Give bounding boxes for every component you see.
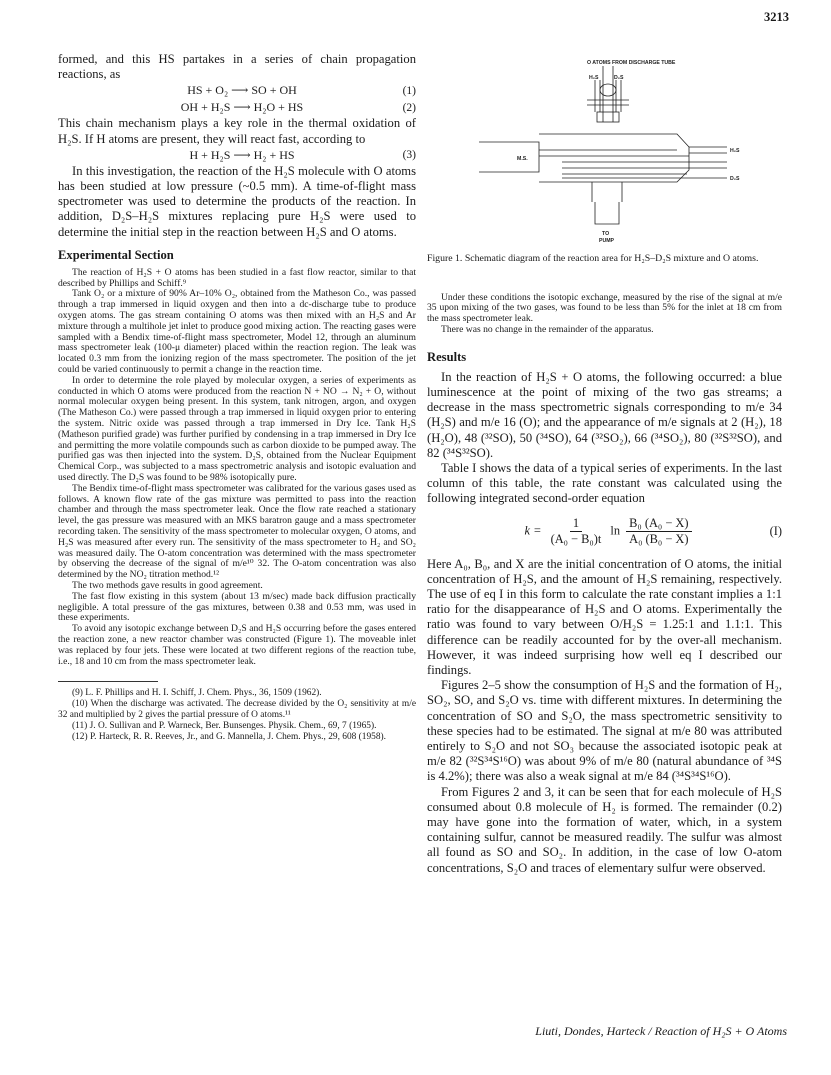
running-footer: Liuti, Dondes, Harteck / Reaction of H₂S + O Atoms: [535, 1024, 787, 1038]
paragraph: There was no change in the remainder of the apparatus.: [441, 323, 654, 335]
reaction-tube: [479, 112, 727, 224]
equation-text: HS + O₂ ⟶ SO + OH: [187, 83, 297, 98]
fraction: [548, 516, 605, 547]
footnote: (9) L. F. Phillips and H. I. Schiff, J. Chem. Phys., 36, 1509 (1962).: [72, 688, 322, 699]
equation-text: OH + H₂S ⟶ H₂O + HS: [180, 100, 304, 115]
ln-operator: ln: [610, 523, 621, 538]
footnote: (11) J. O. Sullivan and P. Warneck, Ber. Bunsenges. Physik. Chem., 69, 7 (1965).: [72, 720, 377, 731]
paragraph: In the reaction of H₂S + O atoms, the following occurred: a blue luminescence at the point of mixing of the two gas streams; a decrease in the mass spectrometric signals corresponding to m/e 34 (H₂S) and m/e 16 (O); and the appearance of m/e signals at 2 (H₂), 18 (H₂O), 48 (³²SO), 50 (³⁴SO), 64 (³²SO₂), 66 (³⁴SO₂), 80 (³²S³²SO), and 82 (³⁴S³²SO).: [427, 369, 782, 460]
paragraph: formed, and this HS partakes in a series of chain propagation reactions, as: [58, 52, 416, 82]
paragraph: The Bendix time-of-flight mass spectrometer was calibrated for the various gases used as follows. A known flow rate of the gas mixture was permitted to pass into the reaction chamber and through the mass spectrometer leak. Once the flow rate reached a stationary level, the gas pressure was measured with an MKS baratron gauge and a mass spectrometer recording taken. The sensitivity of the mass spectrometer to molecular oxygen, O atoms, and H₂S was measured after every run. The sensitivity of the mass spectrometer to H₂ and SO₂ was measured daily. The O-atom concentration was determined with the mass spectrometer by observing the decrease of the signal of m/e¹⁰ 32. The O-atom concentration was also determined by the NO₂ titration method.¹²: [58, 482, 416, 581]
paragraph: To avoid any isotopic exchange between D₂S and H₂S occurring before the gases entered the reaction zone, a new reactor chamber was constructed (Figure 1). The moveable inlet was replaced by four jets. These were located at two different regions of the reaction tube, i.e., 18 and 10 cm from the mass spectrometer leak.: [58, 623, 416, 667]
fraction-numerator: 1: [570, 516, 582, 532]
label-d2s-top: D₂S: [614, 75, 624, 81]
figure-title: O ATOMS FROM DISCHARGE TUBE: [587, 60, 676, 66]
equation-2: [58, 99, 416, 116]
paragraph: Tank O₂ or a mixture of 90% Ar–10% O₂, obtained from the Matheson Co., was passed through a trap immersed in liquid oxygen and then into a dc-discharge tube to produce oxygen atoms. The gas stream containing O atoms was then mixed with an H₂S and Ar mixture through a multihole jet inlet to produce good mixing action. The reacting gases were sampled with a Bendix time-of-flight mass spectrometer, Model 12, through an aluminum mass spectrometer leak (100-μ diameter) placed within the reaction region. The leak was located 0.3 mm from the ionizing region of the mass spectrometer. The position of the jet could be varied continuously to permit a change in the reaction time.: [58, 288, 416, 375]
reactor-schematic: [427, 52, 782, 247]
equation-I: [427, 513, 782, 551]
paragraph: Figures 2–5 show the consumption of H₂S and the formation of H₂, SO₂, SO, and S₂O vs. time with different mixtures. In determining the concentration of SO and S₂O, the mass spectrometric sensitivity to these species had to be estimated. The signal at m/e 80 was attributed entirely to S₂O and not SO₃ because the associated isotopic peak at m/e 82 (³²S³⁴S¹⁶O) was about 9% of m/e 80 (natural abundance of ³⁴S is 4.2%); there was also a weak signal at m/e 84 (³⁴S³⁴S¹⁶O).: [427, 678, 782, 784]
left-column: [58, 52, 416, 742]
paragraph: Under these conditions the isotopic exchange, measured by the rise of the signal at m/e 35 upon mixing of the two gases, was found to be less than 5% for the inlet at 18 cm from the mass spectrometer leak.: [427, 291, 782, 325]
figure-1: [427, 52, 782, 247]
right-column: [427, 52, 782, 876]
label-h2s-top: H₂S: [589, 75, 599, 81]
equation-number: (1): [402, 84, 416, 97]
fraction-denominator: (A₀ − B₀)t: [550, 532, 602, 547]
footnote-divider: [58, 681, 158, 682]
label-h2s-right: H₂S: [730, 148, 740, 154]
fraction-numerator: B₀ (A₀ − X): [626, 516, 691, 532]
label-ms: M.S.: [517, 156, 528, 162]
paragraph: This chain mechanism plays a key role in the thermal oxidation of H₂S. If H atoms are present, they will react fast, according to: [58, 116, 416, 146]
paragraph: The reaction of H₂S + O atoms has been studied in a fast flow reactor, similar to that described by Phillips and Schiff.⁹: [58, 266, 416, 289]
fraction-denominator: A₀ (B₀ − X): [629, 532, 689, 547]
label-pump: PUMP: [599, 238, 614, 244]
equation-3: [58, 147, 416, 164]
label-d2s-right: D₂S: [730, 176, 740, 182]
equation-lhs: k =: [524, 523, 542, 538]
paragraph: From Figures 2 and 3, it can be seen that for each molecule of H₂S consumed about 0.8 molecule of H₂ is formed. The remainder (0.2) may have gone into the formation of water, which, in a system containing sulfur, cannot be measured readily. The sulfur was almost all found as SO and SO₂. In addition, in the case of low O-atom concentrations, S₂O and traces of elementary sulfur were observed.: [427, 784, 782, 875]
fraction: [626, 516, 691, 547]
paragraph: The two methods gave results in good agreement.: [72, 579, 263, 591]
equation-number: (I): [769, 524, 782, 539]
footnote: (10) When the discharge was activated. The decrease divided by the O₂ sensitivity at m/e 32 and multiplied by 2 gives the partial pressure of O atoms.¹¹: [58, 699, 416, 720]
equation-1: [58, 82, 416, 99]
section-heading-results: Results: [427, 349, 467, 364]
equation-number: (2): [402, 101, 416, 114]
paragraph: Table I shows the data of a typical series of experiments. In the last column of this table, the rate constant was calculated using the following integrated second-order equation: [427, 461, 782, 506]
section-heading-experimental: Experimental Section: [58, 247, 174, 262]
figure-caption: Figure 1. Schematic diagram of the reaction area for H₂S–D₂S mixture and O atoms.: [427, 253, 759, 264]
paragraph: The fast flow existing in this system (about 13 m/sec) made back diffusion practically negligible. A total pressure of the gas mixtures, between 0.38 and 0.53 mm, was used in these experiments.: [58, 590, 416, 624]
equation-number: (3): [402, 149, 416, 162]
paragraph: In order to determine the role played by molecular oxygen, a series of experiments as conducted in which O atoms were produced from the reaction N + NO → N₂ + O, without normal molecular oxygen being present. In this system, tank nitrogen, argon, and oxygen (The Matheson Co.) were passed through a trap immersed in liquid oxygen prior to entering the system. Nitric oxide was passed through a trap immersed in Dry Ice. Tank H₂S (Matheson purified grade) was further purified by condensing in a trap immersed in Dry Ice and permitting the more volatile compounds such as carbon dioxide to be pumped away. The purified gas was then injected into the system. D₂S, obtained from the Nuclear Equipment Chemical Corp., was subjected to a mass spectrometric analysis and isotopic evaluation and used directly. The D₂S was found to be 98% isotopically pure.: [58, 374, 416, 483]
paragraph: Here A₀, B₀, and X are the initial concentration of O atoms, the initial concentration of H₂S, and the amount of H₂S remaining, respectively. The use of eq I in this form to calculate the rate constant implies a 1:1 ratio for the disappearance of H₂S and O atoms. Experimentally the ratio was found to vary between O/H₂S = 1.25:1 and 1.1:1. This difference can be readily accounted for by the over-all mechanism. However, it was indeed surprising how well eq I described our findings.: [427, 556, 782, 678]
label-to: TO: [602, 231, 610, 237]
equation-text: H + H₂S ⟶ H₂ + HS: [189, 147, 295, 162]
footnote: (12) P. Harteck, R. R. Reeves, Jr., and G. Mannella, J. Chem. Phys., 29, 608 (1958).: [72, 731, 387, 742]
page-number: 3213: [764, 10, 789, 24]
equation-body: [427, 516, 762, 547]
paragraph: In this investigation, the reaction of the H₂S molecule with O atoms has been studied at low pressure (~0.5 mm). A time-of-flight mass spectrometer was used to determine the products of the reaction. In addition, D₂S–H₂S mixtures replacing pure H₂S were used to determine the initial step in the reaction between H₂S and O atoms.: [58, 163, 416, 239]
